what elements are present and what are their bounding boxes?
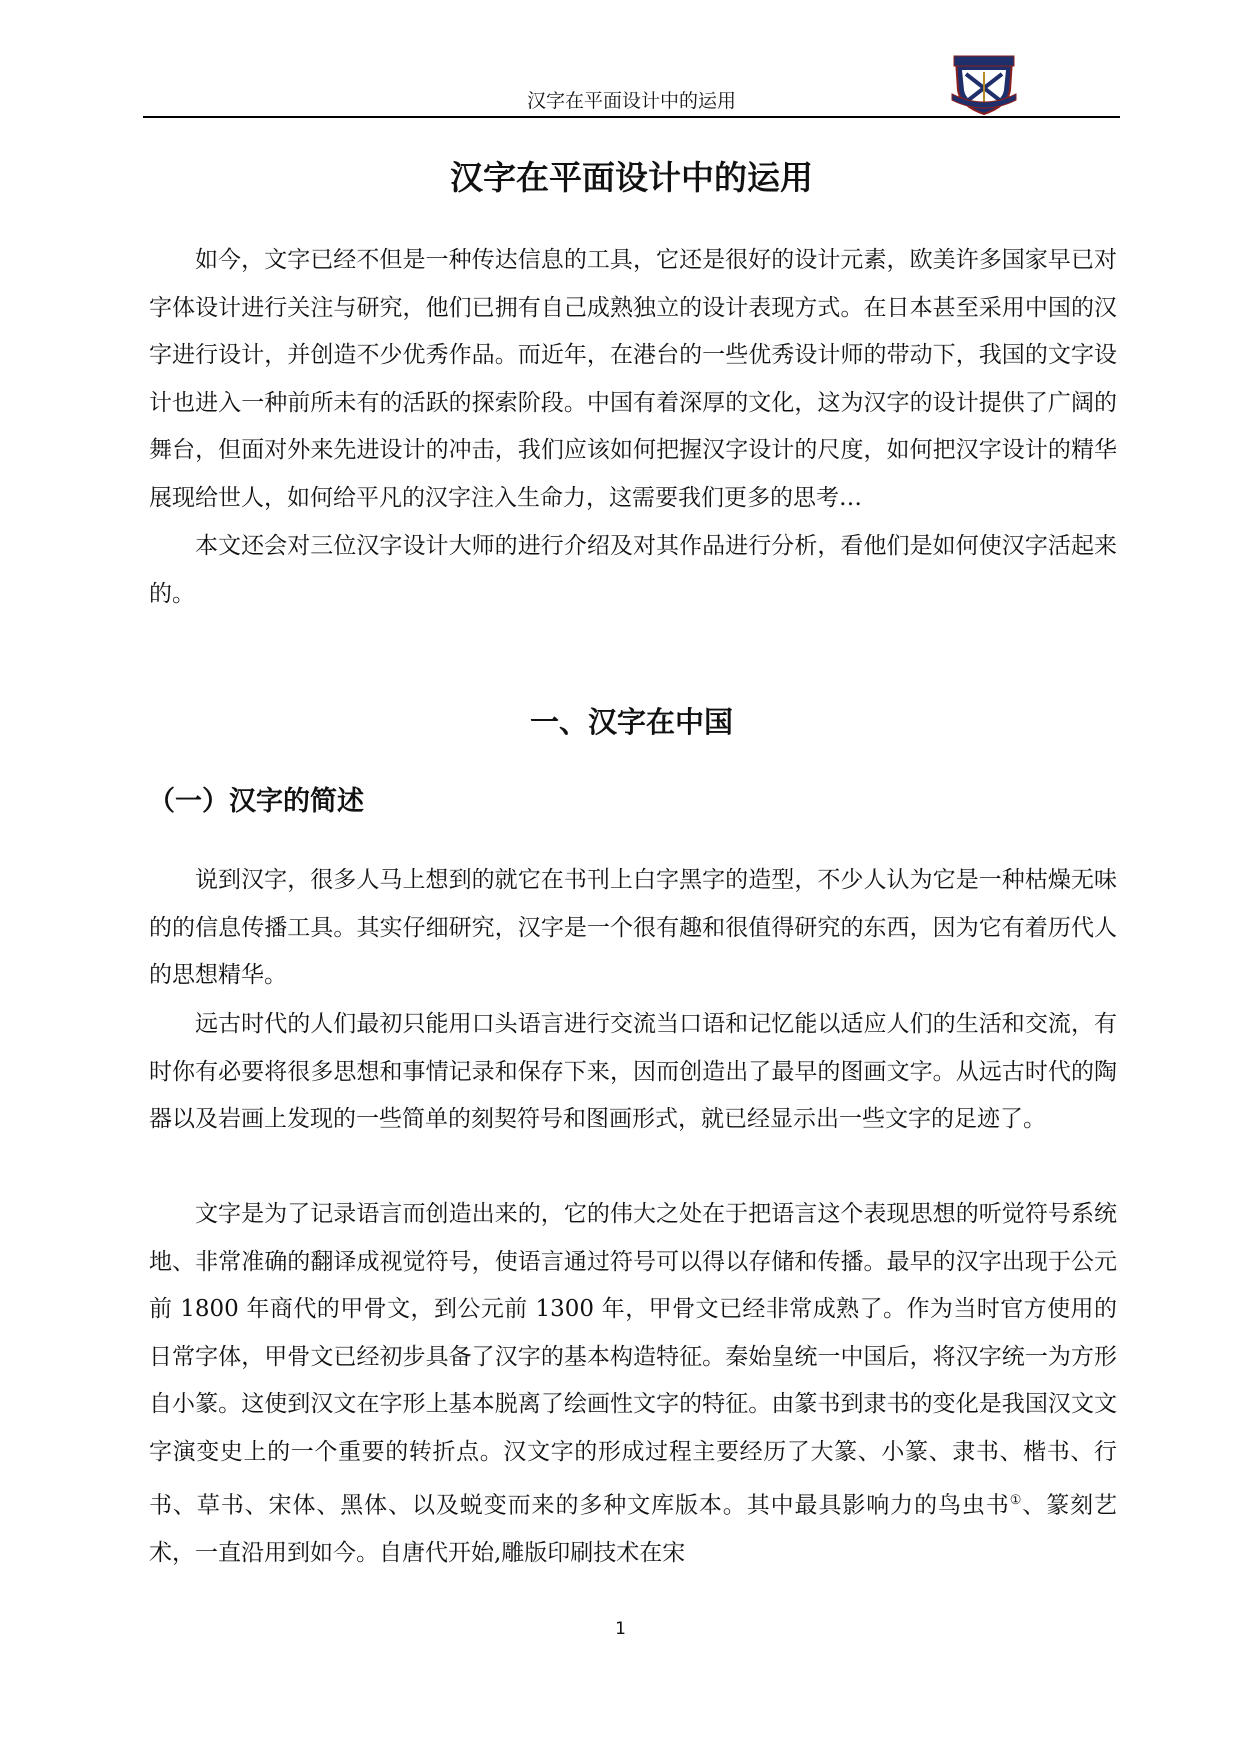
intro-paragraph-2: 本文还会对三位汉字设计大师的进行介绍及对其作品进行分析，看他们是如何使汉字活起来的。 bbox=[149, 533, 1117, 607]
body-paragraph-3-text: 文字是为了记录语言而创造出来的，它的伟大之处在于把语言这个表现思想的听觉符号系统地、非常准确的翻译成视觉符号，使语言通过符号可以得以存储和传播。最早的汉字出现于公元前 1800 年商代的甲骨文，到公元前 1300 年，甲骨文已经非常成熟了。作为当时官方使用的日常字体，甲骨文已经初步具备了汉字的基本构造特征。秦始皇统一中国后，将汉字统一为方形自小篆。这使到汉文在字形上基本脱离了绘画性文字的特征。由篆书到隶书的变化是我国汉文文字演变史上的一个重要的转折点。汉文字的形成过程主要经历了大篆、小篆、隶书、楷书、行书、草书、宋体、黑体、以及蜕变而来的多种文库版本。其中最具影响力的鸟虫书 bbox=[149, 1201, 1117, 1519]
document-title: 汉字在平面设计中的运用 bbox=[450, 158, 813, 197]
page-number: 1 bbox=[615, 1619, 626, 1639]
university-crest-logo bbox=[950, 50, 1018, 116]
header-title: 汉字在平面设计中的运用 bbox=[526, 90, 736, 112]
subsection-title: （一）汉字的简述 bbox=[148, 786, 364, 817]
intro-paragraph-1: 如今，文字已经不但是一种传达信息的工具，它还是很好的设计元素，欧美许多国家早已对字体设计进行关注与研究，他们已拥有自己成熟独立的设计表现方式。在日本甚至采用中国的汉字进行设计，并创造不少优秀作品。而近年，在港台的一些优秀设计师的带动下，我国的文字设计也进入一种前所未有的活跃的探索阶段。中国有着深厚的文化，这为汉字的设计提供了广阔的舞台，但面对外来先进设计的冲击，我们应该如何把握汉字设计的尺度，如何把汉字设计的精华展现给世人，如何给平凡的汉字注入生命力，这需要我们更多的思考… bbox=[149, 247, 1117, 511]
body-paragraph-1: 说到汉字，很多人马上想到的就它在书刊上白字黑字的造型，不少人认为它是一种枯燥无味的的信息传播工具。其实仔细研究，汉字是一个很有趣和很值得研究的东西，因为它有着历代人的思想精华。 bbox=[149, 867, 1117, 989]
section-title: 一、汉字在中国 bbox=[529, 705, 733, 739]
body-paragraph-2: 远古时代的人们最初只能用口头语言进行交流当口语和记忆能以适应人们的生活和交流，有时你有必要将很多思想和事情记录和保存下来，因而创造出了最早的图画文字。从远古时代的陶器以及岩画上发现的一些简单的刻契符号和图画形式，就已经显示出一些文字的足迹了。 bbox=[149, 1011, 1117, 1133]
footnote-marker[interactable]: ① bbox=[1009, 1492, 1023, 1508]
body-paragraph-3 bbox=[149, 1191, 1117, 1577]
body-paragraph-3-continued: 、篆刻艺术，一直沿用到如今。自唐代开始,雕版印刷技术在宋 bbox=[149, 1492, 1118, 1566]
